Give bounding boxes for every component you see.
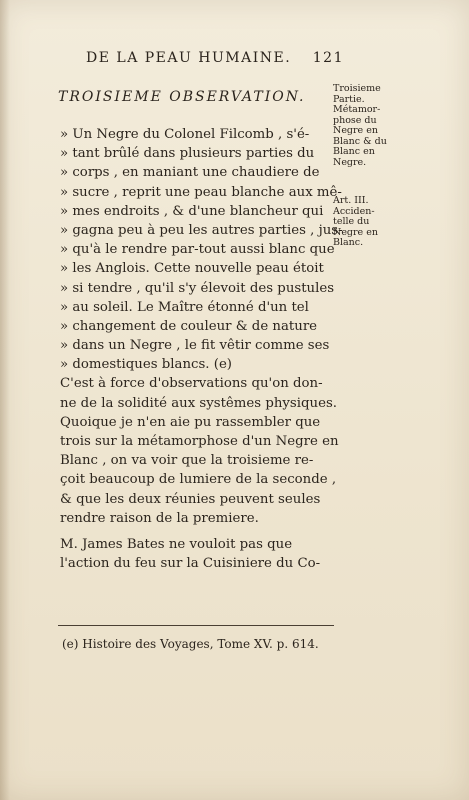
body-line: rendre raison de la premiere. <box>60 510 259 526</box>
margin-note-line: Métamor- <box>333 104 381 115</box>
margin-note-line: Acciden- <box>333 205 375 217</box>
body-line: çoit beaucoup de lumiere de la seconde , <box>60 472 337 488</box>
footnote-rule <box>58 625 334 626</box>
margin-note-line: phose du <box>333 114 377 126</box>
running-title: DE LA PEAU HUMAINE. <box>86 50 292 66</box>
margin-note-article <box>333 196 391 249</box>
body-line: C'est à force d'observations qu'on don- <box>60 376 323 392</box>
body-line: l'action du feu sur la Cuisiniere du Co- <box>60 556 321 572</box>
body-line: trois sur la métamorphose d'un Negre en <box>60 434 339 449</box>
margin-note-partie <box>333 84 391 168</box>
body-line: » corps , en maniant une chaudiere de <box>60 165 320 181</box>
body-line: M. James Bates ne vouloit pas que <box>60 536 293 552</box>
margin-note-line: Negre en <box>333 125 378 136</box>
body-line: » les Anglois. Cette nouvelle peau étoit <box>60 261 324 277</box>
margin-note-line: Blanc. <box>333 237 364 248</box>
body-line: » qu'à le rendre par-tout aussi blanc que <box>60 242 335 258</box>
margin-note-line: Troisieme <box>333 83 381 94</box>
body-line: » tant brûlé dans plusieurs parties du <box>60 146 315 162</box>
body-line: Blanc , on va voir que la troisieme re- <box>60 453 314 469</box>
body-line: » gagna peu à peu les autres parties , jus- <box>60 222 343 238</box>
body-line: » au soleil. Le Maître étonné d'un tel <box>60 299 309 315</box>
body-line: » dans un Negre , le fit vêtir comme ses <box>60 338 330 354</box>
page-number: 121 <box>312 50 344 66</box>
margin-note-line: Negre. <box>333 156 367 168</box>
body-line: & que les deux réunies peuvent seules <box>60 491 321 507</box>
body-line: » sucre , reprit une peau blanche aux mê- <box>60 184 342 200</box>
body-line: » mes endroits , & d'une blancheur qui <box>60 203 324 219</box>
body-text <box>60 125 343 573</box>
margin-note-line: Art. III. <box>333 195 369 206</box>
body-line: Quoique je n'en aie pu rassembler que <box>60 414 321 430</box>
margin-note-line: telle du <box>333 216 370 227</box>
body-line: » domestiques blancs. (e) <box>60 357 232 373</box>
body-line: ne de la solidité aux systêmes physiques. <box>60 395 337 411</box>
body-line: » si tendre , qu'il s'y élevoit des pustules <box>60 280 335 296</box>
body-line: » Un Negre du Colonel Filcomb , s'é- <box>60 127 310 142</box>
margin-note-line: Partie. <box>333 93 365 105</box>
section-title: TROISIEME OBSERVATION. <box>58 89 306 105</box>
margin-note-line: Negre en <box>333 226 378 238</box>
running-header <box>86 50 344 66</box>
margin-note-line: Blanc & du <box>333 135 387 147</box>
body-line: » changement de couleur & de nature <box>60 318 318 334</box>
footnote: (e) Histoire des Voyages, Tome XV. p. 614. <box>62 637 319 651</box>
margin-note-line: Blanc en <box>333 146 375 157</box>
page-gutter-shadow <box>0 0 10 800</box>
